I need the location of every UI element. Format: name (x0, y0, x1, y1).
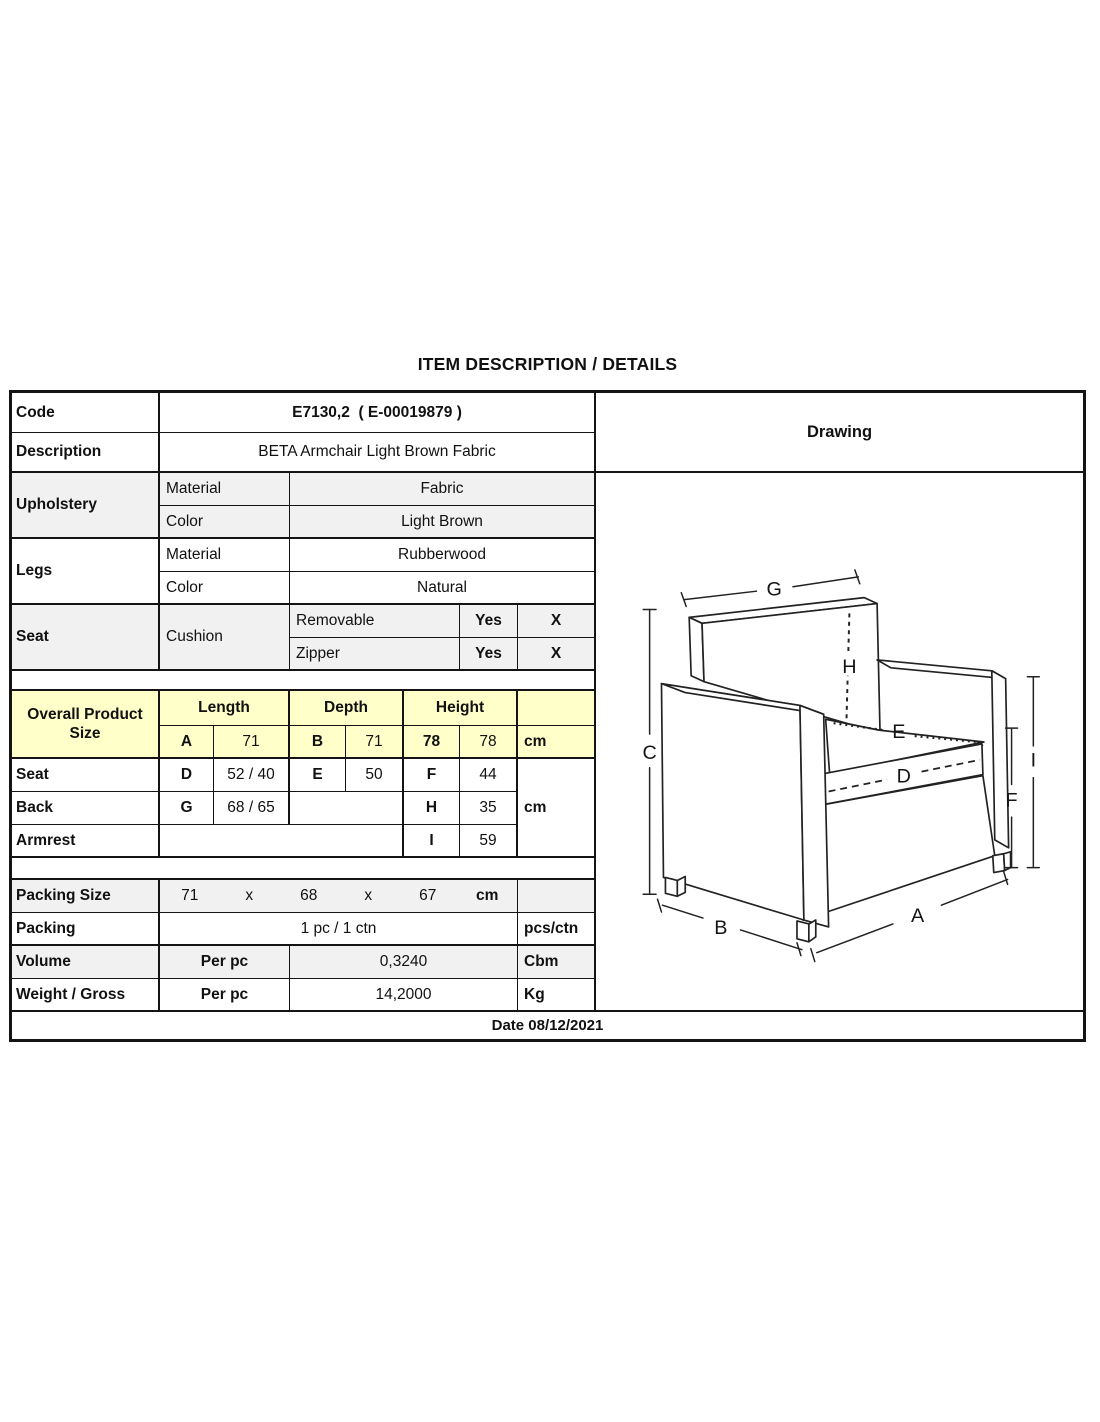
packing-value: 1 pc / 1 ctn (160, 913, 518, 946)
dim-key-a: A (160, 726, 214, 759)
dim-label-g: G (766, 578, 782, 601)
removable-label: Removable (290, 605, 460, 638)
row-seat-length-val: 52 / 40 (214, 759, 290, 792)
packing-size-x1: x (245, 887, 254, 904)
row-seat-depth-key: E (290, 759, 346, 792)
col-height: Height (404, 691, 518, 726)
legs-material-value: Rubberwood (290, 539, 596, 572)
overall-size-title: Overall Product Size (12, 691, 160, 759)
row-armrest-empty (160, 825, 404, 858)
row-back-depth-empty (290, 792, 404, 825)
legs-label: Legs (12, 539, 160, 605)
armchair-drawing (596, 473, 1083, 1010)
col-length: Length (160, 691, 290, 726)
dim-label-b: B (714, 916, 728, 939)
row-seat-length-key: D (160, 759, 214, 792)
upholstery-material-value: Fabric (290, 473, 596, 506)
weight-label: Weight / Gross (12, 979, 160, 1012)
overall-unit: cm (518, 726, 596, 759)
removable-mark: X (518, 605, 596, 638)
row-back-length-val: 68 / 65 (214, 792, 290, 825)
armchair-body (661, 598, 1010, 942)
zipper-mark: X (518, 638, 596, 671)
row-back-height-key: H (404, 792, 460, 825)
dim-key-c: 78 (404, 726, 460, 759)
dim-label-e: E (892, 721, 906, 744)
upholstery-color-label: Color (160, 506, 290, 539)
date-row: Date 08/12/2021 (491, 1017, 604, 1034)
dim-val-a: 71 (214, 726, 290, 759)
description-label: Description (12, 433, 160, 473)
row-back-label: Back (12, 792, 160, 825)
weight-basis: Per pc (160, 979, 290, 1012)
upholstery-label: Upholstery (12, 473, 160, 539)
dim-label-d: D (896, 765, 911, 788)
packing-size-unit: cm (476, 887, 499, 904)
zipper-label: Zipper (290, 638, 460, 671)
rows-unit: cm (518, 759, 596, 858)
cushion-label: Cushion (160, 605, 290, 671)
packing-size-values (160, 880, 518, 913)
packing-size-label: Packing Size (12, 880, 160, 913)
dim-val-c: 78 (460, 726, 518, 759)
dim-key-b: B (290, 726, 346, 759)
volume-value: 0,3240 (290, 946, 518, 979)
col-depth: Depth (290, 691, 404, 726)
seat-label: Seat (12, 605, 160, 671)
spacer-row-1 (12, 671, 596, 691)
row-back-length-key: G (160, 792, 214, 825)
code-label: Code (12, 393, 160, 433)
row-seat-height-key: F (404, 759, 460, 792)
packing-unit: pcs/ctn (518, 913, 596, 946)
dimension-i (1027, 677, 1039, 868)
legs-color-label: Color (160, 572, 290, 605)
dim-label-h: H (842, 655, 857, 678)
packing-size-h: 67 (419, 887, 437, 904)
legs-color-value: Natural (290, 572, 596, 605)
zipper-answer: Yes (460, 638, 518, 671)
packing-size-w: 68 (300, 887, 318, 904)
drawing-panel (596, 473, 1083, 1012)
page-title: ITEM DESCRIPTION / DETAILS (417, 354, 678, 374)
removable-answer: Yes (460, 605, 518, 638)
row-back-height-val: 35 (460, 792, 518, 825)
dim-label-i: I (1030, 749, 1037, 772)
code-value: E7130,2 ( E-00019879 ) (160, 393, 596, 433)
weight-value: 14,2000 (290, 979, 518, 1012)
packing-size-x2: x (364, 887, 373, 904)
spacer-row-2 (12, 858, 596, 880)
row-armrest-label: Armrest (12, 825, 160, 858)
upholstery-color-value: Light Brown (290, 506, 596, 539)
dim-val-b: 71 (346, 726, 404, 759)
row-seat-height-val: 44 (460, 759, 518, 792)
row-armrest-height-val: 59 (460, 825, 518, 858)
row-seat-depth-val: 50 (346, 759, 404, 792)
legs-material-label: Material (160, 539, 290, 572)
row-armrest-height-key: I (404, 825, 460, 858)
spec-table (9, 390, 1086, 1042)
volume-label: Volume (12, 946, 160, 979)
dim-label-a: A (911, 904, 925, 927)
upholstery-material-label: Material (160, 473, 290, 506)
volume-basis: Per pc (160, 946, 290, 979)
dim-label-c: C (642, 741, 657, 764)
row-seat-label: Seat (12, 759, 160, 792)
weight-unit: Kg (518, 979, 596, 1012)
drawing-panel-title: Drawing (596, 393, 1083, 473)
packing-size-l: 71 (181, 887, 199, 904)
description-value: BETA Armchair Light Brown Fabric (160, 433, 596, 473)
volume-unit: Cbm (518, 946, 596, 979)
dim-label-f: F (1005, 789, 1018, 812)
col-unit-spacer (518, 691, 596, 726)
packing-label: Packing (12, 913, 160, 946)
packing-size-empty (518, 880, 596, 913)
